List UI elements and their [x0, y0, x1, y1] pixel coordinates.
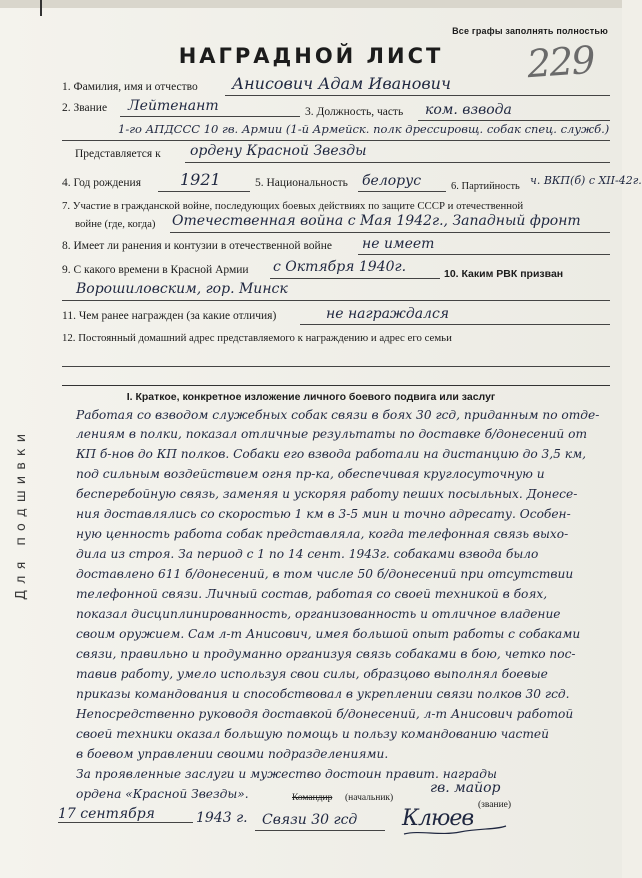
- field-11-value: не награждался: [326, 306, 450, 322]
- section-divider: [62, 385, 610, 386]
- field-4-line: [158, 191, 250, 192]
- field-5-value: белорус: [362, 173, 422, 189]
- narrative-line: лениям в полки, показал отличные результаты по доставке б/донесений от: [76, 427, 588, 441]
- unit-signature-line: [255, 830, 385, 831]
- narrative-line: Работая со взводом служебных собак связи в боях 30 гсд, приданным по отде-: [76, 408, 600, 422]
- nominated-line: [185, 162, 610, 163]
- narrative-line: доставлено 611 б/донесений, в том числе 50 б/донесений при отсутствии: [76, 567, 574, 581]
- commander-label: Командир: [292, 793, 333, 803]
- field-6-label: 6. Партийность: [451, 181, 520, 192]
- narrative-line: под сильным воздействием огня пр-ка, обеспечивая круглосуточную и: [76, 467, 545, 481]
- field-8-value: не имеет: [362, 236, 435, 252]
- field-9-line: [270, 278, 440, 279]
- narrative-line: Непосредственно руководя доставкой б/донесений, л-т Анисович работой: [76, 707, 574, 721]
- field-10-label: 10. Каким РВК призван: [444, 268, 564, 280]
- nominated-label: Представляется к: [75, 148, 161, 160]
- field-10-value: Ворошиловским, гор. Минск: [76, 281, 288, 297]
- field-9-value: с Октября 1940г.: [273, 259, 407, 275]
- commander-signature: Клюев: [402, 806, 474, 831]
- field-7-value: Отечественная война с Мая 1942г., Западный фронт: [172, 213, 581, 229]
- fill-all-notice: Все графы заполнять полностью: [452, 26, 608, 36]
- narrative-line: связи, правильно и продуманно организуя связь собаками в бою, четко пос-: [76, 647, 576, 661]
- field-11-line: [300, 324, 610, 325]
- field-12-label: 12. Постоянный домашний адрес представляемого к награждению и адрес его семьи: [62, 332, 452, 344]
- scan-top-edge: [0, 0, 622, 8]
- field-6-value: ч. ВКП(б) с XII-42г.: [530, 174, 642, 187]
- field-3-line: [418, 120, 610, 121]
- field-5-line: [358, 191, 446, 192]
- section-heading: I. Краткое, конкретное изложение личного боевого подвига или заслуг: [126, 391, 496, 403]
- narrative-line: своим оружием. Сам л-т Анисович, имея большой опыт работы с собаками: [76, 627, 581, 641]
- narrative-line: ную ценность работа собак представляла, когда телефонная связь выхо-: [76, 527, 569, 541]
- field-1-value: Анисович Адам Иванович: [232, 74, 451, 93]
- field-4-label: 4. Год рождения: [62, 177, 141, 189]
- field-4-value: 1921: [180, 170, 221, 189]
- field-9-label: 9. С какого времени в Красной Армии: [62, 264, 249, 276]
- field-7-label-a: 7. Участие в гражданской войне, последующих боевых действиях по защите СССР и отечественной: [62, 200, 524, 212]
- field-8-label: 8. Имеет ли ранения и контузии в отечественной войне: [62, 240, 332, 252]
- rank-label: (звание): [478, 800, 512, 810]
- binding-side-label: Для подшивки: [14, 427, 29, 600]
- field-2-value: Лейтенант: [128, 98, 219, 114]
- field-3-value: ком. взвода: [425, 102, 512, 118]
- narrative-line: бесперебойную связь, заменяя и ускоряя работу пеших посыльных. Донесе-: [76, 487, 578, 501]
- field-2-label: 2. Звание: [62, 102, 108, 114]
- field-3-line2: [62, 140, 610, 141]
- field-11-label: 11. Чем ранее награжден (за какие отличия): [62, 310, 277, 322]
- field-12-line: [62, 366, 610, 367]
- narrative-line: ния доставлялись со скоростью 1 км в 3-5 мин и точно адресату. Особен-: [76, 507, 571, 521]
- narrative-line: своей техники оказал большую помощь и пользу командованию частей: [76, 727, 549, 741]
- unit-signature-value: Связи 30 гсд: [262, 812, 358, 828]
- rank-value: гв. майор: [430, 780, 501, 796]
- narrative-line: телефонной связи. Личный состав, работая со своей техникой в боях,: [76, 587, 548, 601]
- narrative-line: КП б-нов до КП полков. Собаки его взвода работали на дистанцию до 3,5 км,: [76, 447, 587, 461]
- narrative-line: показал дисциплинированность, организованность и отличное владение: [76, 607, 561, 621]
- chief-label: (начальник): [345, 793, 394, 803]
- field-1-line: [225, 95, 610, 96]
- narrative-line: дила из строя. За период с 1 по 14 сент. 1943г. собаками взвода было: [76, 547, 539, 561]
- field-8-line: [358, 254, 610, 255]
- document-title: НАГРАДНОЙ ЛИСТ: [178, 44, 444, 68]
- date-value: 17 сентября: [58, 806, 155, 822]
- narrative-line: в боевом управлении своими подразделениями.: [76, 747, 389, 761]
- field-1-label: 1. Фамилия, имя и отчество: [62, 81, 198, 93]
- narrative-line: За проявленные заслуги и мужество достоин правит. награды: [76, 767, 497, 781]
- field-3-label: 3. Должность, часть: [305, 106, 404, 118]
- archive-number: 229: [526, 37, 596, 87]
- field-2-line: [120, 116, 300, 117]
- narrative-line: тавив работу, умело используя свои силы, образцово выполнял боевые: [76, 667, 548, 681]
- field-5-label: 5. Национальность: [255, 177, 348, 189]
- signature-flourish: [400, 800, 510, 840]
- nominated-value: ордену Красной Звезды: [190, 143, 367, 159]
- field-7-line: [170, 232, 610, 233]
- field-3-unit: 1-го АПДССС 10 гв. Армии (1-й Армейск. полк дрессировщ. собак спец. служб.): [118, 122, 610, 136]
- field-10-line: [62, 300, 610, 301]
- narrative-line: приказы командования и способствовал в укреплении связи полков 30 гсд.: [76, 687, 570, 701]
- binding-mark: [40, 0, 42, 16]
- date-line: [58, 822, 193, 823]
- field-7-label-b: войне (где, когда): [75, 218, 156, 230]
- narrative-line: ордена «Красной Звезды».: [76, 787, 249, 801]
- year-value: 1943 г.: [196, 810, 248, 826]
